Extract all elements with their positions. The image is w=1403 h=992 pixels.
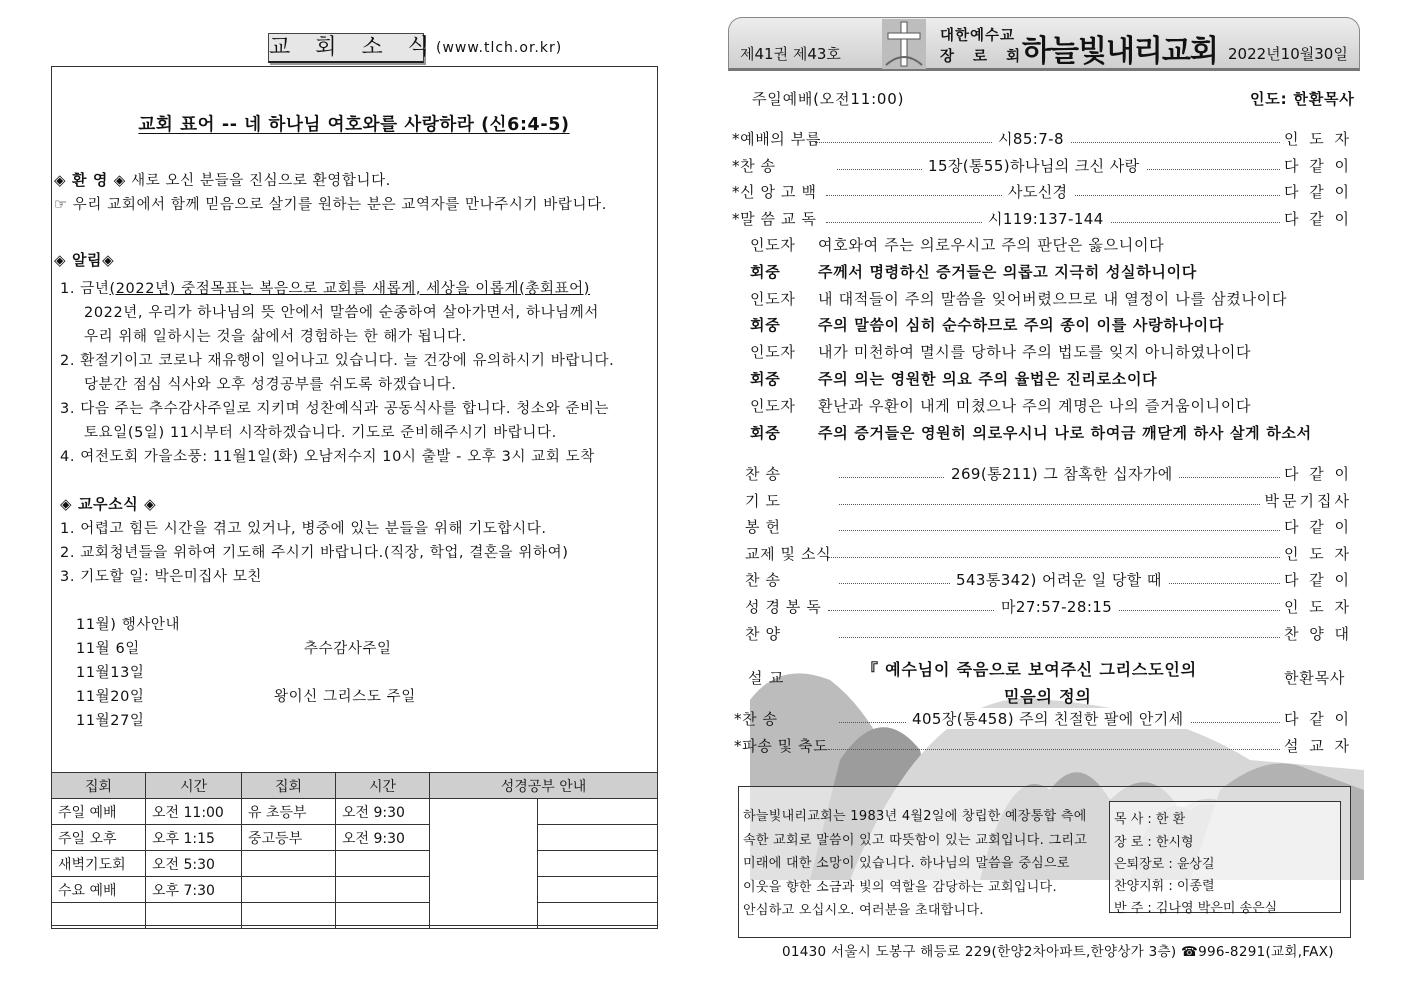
worship-order-row: [745, 463, 1352, 485]
notice-1-line2: 2022년, 우리가 하나님의 뜻 안에서 말씀에 순종하여 살아가면서, 하나님께서: [84, 305, 599, 321]
event-date: 11월27일: [76, 713, 145, 729]
table-cell: 오후 7:30: [146, 877, 242, 903]
table-cell: [242, 877, 336, 903]
church-info-box: [738, 786, 1351, 938]
study-cell: [538, 851, 658, 877]
table-cell: [242, 851, 336, 877]
order-item-leader: 인 도 자: [1280, 596, 1352, 617]
event-name: 추수감사주일: [304, 641, 392, 657]
column-header: 시간: [146, 773, 242, 799]
order-item-label: *파송 및 축도: [734, 737, 829, 755]
responsive-reading-line: 환난과 우환이 내게 미쳤으나 주의 계명은 나의 즐거움이니이다: [818, 396, 1252, 415]
table-cell: [336, 851, 430, 877]
table-cell: [146, 903, 242, 929]
table-row: [52, 825, 658, 851]
sermon-preacher: 한환목사: [1284, 669, 1346, 687]
column-header: 집회: [242, 773, 336, 799]
church-motto: 교회 표어 -- 네 하나님 여호와를 사랑하라 (신6:4-5): [138, 115, 570, 135]
church-introduction: 하늘빛내리교회는 1983년 4월2일에 창립한 예장통합 측에 속한 교회로 말씀이 있고 따뜻함이 있는 교회입니다. 그리고 미래에 대한 소망이 있습니다. 하나님의 말씀을 중심으로 이웃을 향한 소금과 빛의 역할을 감당하는 교회입니다. 안심하고 오십시오. 여러분을 초대합니다.: [743, 809, 1088, 918]
table-cell: [336, 877, 430, 903]
order-item-label: *찬 송: [732, 156, 776, 175]
table-row: [52, 903, 658, 929]
sermon-title: 『 예수님이 죽음으로 보여주신 그리스도인의: [862, 660, 1197, 679]
order-item-label: *말 씀 교 독: [732, 209, 817, 228]
order-item-content: 시119:137-144: [982, 208, 1110, 229]
order-item-content: 사도신경: [1002, 181, 1074, 202]
worship-order-row: [734, 735, 1352, 757]
church-address: 01430 서울시 도봉구 해등로 229(한양2차아파트,한양상가 3층) ☎996-8291(교회,FAX): [782, 944, 1334, 960]
prayer-heading: ◈ 교우소식 ◈: [60, 495, 157, 513]
table-cell: 새벽기도회: [52, 851, 146, 877]
responsive-reading-line: 주의 의는 영원한 의요 주의 율법은 진리로소이다: [818, 370, 1158, 388]
responsive-speaker: 회중: [750, 262, 781, 281]
order-item-leader: 다 같 이: [1280, 708, 1352, 729]
table-cell: 오전 9:30: [336, 825, 430, 851]
welcome-text: 새로 오신 분들을 진심으로 환영합니다.: [125, 173, 391, 189]
study-cell: [538, 903, 658, 929]
welcome-heading: ◈ 환 영 ◈: [54, 171, 126, 189]
notice-heading: ◈ 알림◈: [54, 251, 115, 269]
bulletin-date: 2022년10월30일: [1228, 45, 1348, 63]
prayer-1: 1. 어렵고 힘든 시간을 겪고 있거나, 병중에 있는 분들을 위해 기도합시다.: [60, 521, 547, 537]
responsive-speaker: 회중: [750, 316, 781, 335]
event-date: 11월13일: [76, 665, 145, 681]
order-item-label: 찬 송: [745, 465, 781, 483]
notice-3: 3. 다음 주는 추수감사주일로 지키며 성찬예식과 공동식사를 합니다. 청소와 준비는: [60, 401, 610, 417]
order-item-label: 봉 헌: [745, 518, 781, 537]
order-item-label: 찬 송: [745, 571, 781, 590]
denomination-line1: 대한예수교: [940, 28, 1016, 44]
website-link[interactable]: (www.tlch.or.kr): [436, 40, 563, 56]
worship-order-row: [732, 128, 1352, 150]
order-item-label: *예배의 부름: [732, 130, 821, 148]
responsive-speaker: 인도자: [750, 343, 796, 362]
responsive-reading-line: 주의 말씀이 심히 순수하므로 주의 종이 이를 사랑하나이다: [818, 316, 1225, 335]
notice-1-line3: 우리 위해 일하시는 것을 삶에서 경험하는 한 해가 됩니다.: [84, 329, 467, 345]
order-item-label: *신 앙 고 백: [732, 183, 817, 201]
study-cell: [538, 877, 658, 903]
worship-order-row: [745, 596, 1352, 618]
table-row: [52, 851, 658, 877]
volume-number: 제41권 제43호: [740, 45, 841, 63]
responsive-reading-line: 내가 미천하여 멸시를 당하나 주의 법도를 잊지 아니하였나이다: [818, 343, 1252, 362]
order-item-label: 기 도: [745, 491, 781, 510]
order-item-leader: 다 같 이: [1280, 208, 1352, 229]
table-cell: 중고등부: [242, 825, 336, 851]
leader-dots: [828, 557, 1282, 558]
notice-1-goal: (2022년) 중점목표는 복음으로 교회를 새롭게, 세상을 이롭게(총회표어): [109, 281, 591, 297]
order-item-content: 시85:7-8: [992, 128, 1070, 149]
order-item-content: 마27:57-28:15: [995, 596, 1118, 617]
study-cell: [430, 799, 538, 929]
welcome-section: [54, 169, 391, 190]
event-name: 왕이신 그리스도 주일: [274, 689, 416, 705]
order-item-label: 교제 및 소식: [745, 544, 832, 563]
order-item-label: *찬 송: [734, 710, 778, 728]
page-title: 교 회 소 식: [268, 33, 424, 63]
prayer-3: 3. 기도할 일: 박은미집사 모친: [60, 569, 263, 585]
order-item-content: 15장(통55)하나님의 크신 사랑: [922, 155, 1146, 176]
order-item-leader: 설 교 자: [1280, 735, 1352, 756]
staff-retired-elder: 은퇴장로 : 윤상길: [1114, 857, 1215, 872]
table-cell: 오후 1:15: [146, 825, 242, 851]
order-item-label: 성 경 봉 독: [745, 598, 822, 616]
worship-order-row: [745, 623, 1352, 645]
church-name: 하늘빛내리교회: [1022, 34, 1218, 69]
denomination-line2: 장 로 회: [940, 49, 1028, 65]
order-item-leader: 인 도 자: [1280, 543, 1352, 564]
staff-elder: 장 로 : 한시형: [1114, 835, 1194, 850]
leader-dots: [828, 749, 1282, 750]
order-item-content: 405장(통458) 주의 친절한 팔에 안기세: [906, 708, 1190, 729]
sermon-label: 설 교: [748, 669, 785, 687]
study-cell: [538, 825, 658, 851]
responsive-reading-line: 주의 증거들은 영원히 의로우시니 나로 하여금 깨닫게 하사 살게 하소서: [818, 423, 1312, 442]
responsive-speaker: 회중: [750, 423, 781, 442]
worship-order-row: [734, 708, 1352, 730]
events-heading: 11월) 행사안내: [76, 617, 181, 633]
staff-accompanist: 반 주 : 김나영 박은미 송은실: [1114, 901, 1278, 916]
notice-1-prefix: 1. 금년: [60, 281, 110, 297]
worship-order-row: [732, 208, 1352, 230]
table-cell: [336, 903, 430, 929]
table-cell: 수요 예배: [52, 877, 146, 903]
study-cell: [538, 799, 658, 825]
order-item-leader: 다 같 이: [1280, 181, 1352, 202]
leader-dots: [839, 637, 1282, 638]
welcome-line: ☞ 우리 교회에서 함께 믿음으로 살기를 원하는 분은 교역자를 만나주시기 바랍니다.: [54, 197, 607, 213]
order-item-content: 269(통211) 그 참혹한 십자가에: [945, 463, 1179, 484]
column-header: 시간: [336, 773, 430, 799]
table-cell: 주일 오후: [52, 825, 146, 851]
service-name: 주일예배(오전11:00): [752, 90, 905, 108]
staff-list: [1109, 801, 1341, 916]
notice-3-line2: 토요일(5일) 11시부터 시작하겠습니다. 기도로 준비해주시기 바랍니다.: [84, 425, 557, 441]
table-cell: [52, 903, 146, 929]
responsive-speaker: 인도자: [750, 289, 796, 308]
notice-2: 2. 환절기이고 코로나 재유행이 일어나고 있습니다. 늘 건강에 유의하시기 바랍니다.: [60, 353, 615, 369]
responsive-speaker: 인도자: [750, 396, 796, 415]
cross-logo-icon: [882, 19, 926, 69]
worship-order-row: [745, 516, 1352, 538]
meeting-schedule-table: [51, 772, 658, 929]
table-cell: 오전 5:30: [146, 851, 242, 877]
order-item-content: 543통342) 어려운 일 당할 때: [950, 569, 1168, 590]
staff-conductor: 찬양지휘 : 이종렬: [1114, 879, 1215, 894]
table-cell: 오전 11:00: [146, 799, 242, 825]
table-cell: [242, 903, 336, 929]
leader-dots: [839, 504, 1282, 505]
responsive-speaker: 회중: [750, 370, 781, 388]
event-date: 11월20일: [76, 689, 145, 705]
order-item-leader: 찬 양 대: [1280, 623, 1352, 644]
staff-pastor: 목 사 : 한 환: [1114, 812, 1186, 827]
leader-dots: [839, 530, 1282, 531]
worship-order-row: [732, 181, 1352, 203]
prayer-2: 2. 교회청년들을 위하여 기도해 주시기 바랍니다.(직장, 학업, 결혼을 위하여): [60, 545, 569, 561]
service-leader: 인도: 한환목사: [1250, 90, 1355, 108]
worship-order-row: [745, 490, 1352, 512]
order-item-leader: 다 같 이: [1280, 569, 1352, 590]
order-item-leader: 다 같 이: [1280, 155, 1352, 176]
table-header-row: [52, 773, 658, 799]
order-item-leader: 다 같 이: [1280, 463, 1352, 484]
order-item-leader: 다 같 이: [1280, 516, 1352, 537]
responsive-speaker: 인도자: [750, 236, 796, 254]
responsive-reading-line: 주께서 명령하신 증거들은 의롭고 지극히 성실하니이다: [818, 262, 1197, 281]
column-header: 성경공부 안내: [430, 773, 658, 799]
sermon-title-line2: 믿음의 정의: [1004, 687, 1092, 706]
worship-order-row: [745, 569, 1352, 591]
order-item-leader: 인 도 자: [1280, 128, 1352, 149]
notice-4: 4. 여전도회 가을소풍: 11월1일(화) 오남저수지 10시 출발 - 오후 3시 교회 도착: [60, 449, 595, 465]
table-cell: 오전 9:30: [336, 799, 430, 825]
order-item-leader: 박문기집사: [1261, 490, 1352, 511]
notice-2-line2: 당분간 점심 식사와 오후 성경공부를 쉬도록 하겠습니다.: [84, 377, 457, 393]
table-row: [52, 799, 658, 825]
church-news-box: [51, 66, 658, 926]
responsive-reading-line: 내 대적들이 주의 말씀을 잊어버렸으므로 내 열정이 나를 삼켰나이다: [818, 289, 1288, 308]
notice-1: [60, 277, 590, 298]
order-item-label: 찬 양: [745, 624, 781, 643]
responsive-reading-line: 여호와여 주는 의로우시고 주의 판단은 옳으니이다: [818, 236, 1165, 254]
table-cell: 유 초등부: [242, 799, 336, 825]
worship-order-row: [732, 155, 1352, 177]
table-row: [52, 877, 658, 903]
table-cell: 주일 예배: [52, 799, 146, 825]
column-header: 집회: [52, 773, 146, 799]
event-date: 11월 6일: [76, 641, 140, 657]
worship-order-row: [745, 543, 1352, 565]
